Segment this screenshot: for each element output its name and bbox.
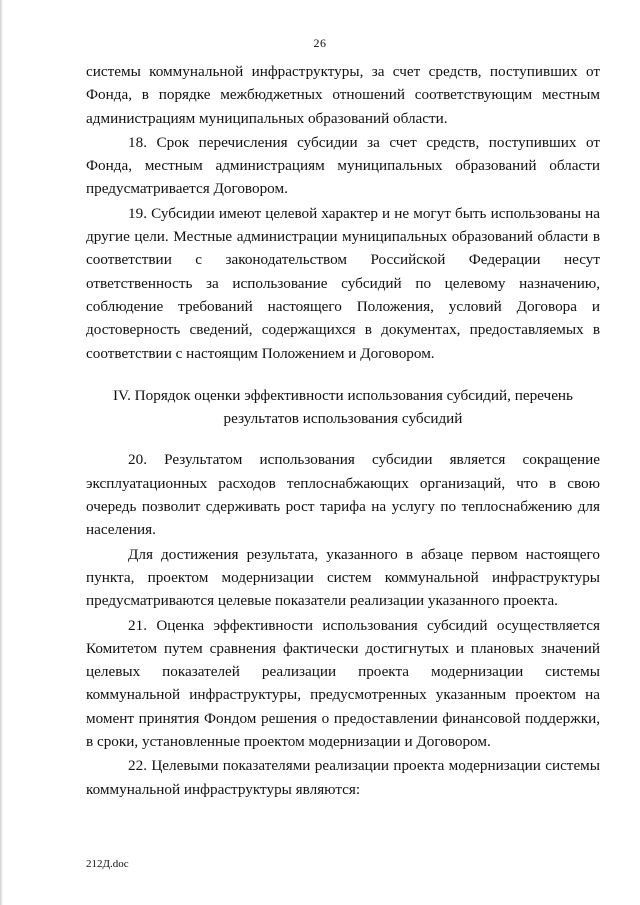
section-heading-line-1: IV. Порядок оценки эффективности использования субсидий, перечень <box>113 386 573 404</box>
footer-filename: 212Д.doc <box>86 858 129 870</box>
paragraph-continuation: системы коммунальной инфраструктуры, за счет средств, поступивших от Фонда, в порядке межбюджетных отношений соответствующим местным администрациям муниципальных образований области. <box>86 63 600 127</box>
page-number: 26 <box>313 36 327 50</box>
section-heading-line-2: результатов использования субсидий <box>223 410 463 428</box>
paragraph-20: 20. Результатом использования субсидии является сокращение эксплуатационных расходов теплоснабжающих организаций, что в свою очередь позволит сдерживать рост тарифа на услугу по теплоснабжению для населения. <box>86 451 600 539</box>
paragraph-21: 21. Оценка эффективности использования субсидий осуществляется Комитетом путем сравнения фактически достигнутых и плановых значений целевых показателей реализации проекта модернизации системы коммунальной инфраструктуры, предусмотренных указанным проектом на момент принятия Фондом решения о предоставлении финансовой поддержки, в сроки, установленные проектом модернизации и Договором. <box>86 616 600 751</box>
paragraph-22: 22. Целевыми показателями реализации проекта модернизации системы коммунальной инфраструктуры являются: <box>86 757 600 798</box>
page-edge <box>0 0 3 905</box>
section-heading <box>86 384 600 431</box>
document-body <box>86 60 600 801</box>
paragraph-19: 19. Субсидии имеют целевой характер и не могут быть использованы на другие цели. Местные администрации муниципальных образований области в соответствии с законодательством Российской Федерации несут ответственность за использование субсидий по целевому назначению, соблюдение требований настоящего Положения, условий Договора и достоверность сведений, содержащихся в документах, предоставляемых в соответствии с настоящим Положением и Договором. <box>86 204 600 362</box>
paragraph-18: 18. Срок перечисления субсидии за счет средств, поступивших от Фонда, местным администрациям муниципальных образований области предусматривается Договором. <box>86 133 600 198</box>
paragraph-20-second: Для достижения результата, указанного в абзаце первом настоящего пункта, проектом модернизации систем коммунальной инфраструктуры предусматриваются целевые показатели реализации указанного проекта. <box>86 545 600 610</box>
